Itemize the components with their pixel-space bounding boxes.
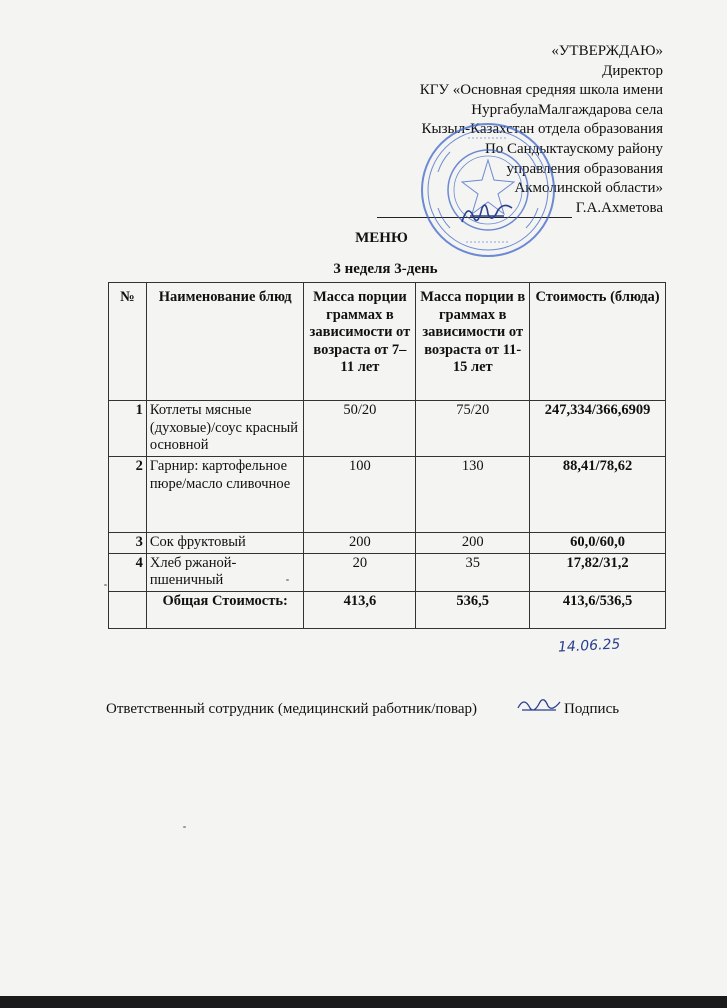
- total-mass-7-11: 413,6: [304, 591, 416, 628]
- table-row: [109, 533, 666, 554]
- dish-name: Котлеты мясные (духовые)/соус красный основной: [146, 401, 304, 457]
- staff-signature-icon: [514, 692, 564, 718]
- mass-7-11: 20: [304, 553, 416, 591]
- scan-edge: [0, 996, 727, 1008]
- total-label: Общая Стоимость:: [146, 591, 304, 628]
- mass-7-11: 100: [304, 457, 416, 533]
- director-signature-icon: [458, 196, 518, 230]
- dish-name: Сок фруктовый: [146, 533, 304, 554]
- signature-label: Подпись: [564, 701, 620, 717]
- approval-line: НургабулаМалгаждарова села: [471, 101, 663, 118]
- approval-line: Директор: [602, 62, 663, 79]
- dish-cost: 247,334/366,6909: [530, 401, 666, 457]
- document-subtitle: 3 неделя 3-день: [333, 261, 438, 277]
- mass-7-11: 50/20: [304, 401, 416, 457]
- handwritten-date: 14.06.25: [557, 636, 621, 656]
- dish-cost: 88,41/78,62: [530, 457, 666, 533]
- approval-line: По Сандыктаускому району: [484, 140, 663, 157]
- header-cost: Стоимость (блюда): [530, 283, 666, 401]
- scan-speck: [286, 579, 289, 581]
- responsible-label: Ответственный сотрудник (медицинский работник/повар): [106, 701, 477, 717]
- header-mass-7-11: Масса порции граммах в зависимости от возраста от 7–11 лет: [304, 283, 416, 401]
- table-total-row: [109, 591, 666, 628]
- footer: [106, 701, 666, 718]
- scan-speck: [183, 826, 186, 828]
- mass-11-15: 200: [416, 533, 530, 554]
- approval-heading: «УТВЕРЖДАЮ»: [551, 43, 663, 59]
- dish-name: Гарнир: картофельное пюре/масло сливочное: [146, 457, 304, 533]
- total-mass-11-15: 536,5: [416, 591, 530, 628]
- header-number: №: [109, 283, 147, 401]
- header-dish-name: Наименование блюд: [146, 283, 304, 401]
- row-number: 2: [109, 457, 147, 533]
- signer-name: Г.А.Ахметова: [575, 199, 663, 216]
- approval-line: управления образования: [506, 160, 663, 177]
- table-row: [109, 553, 666, 591]
- mass-11-15: 130: [416, 457, 530, 533]
- approval-line: Кызыл-Казахстан отдела образования: [421, 121, 663, 138]
- table-header-row: [109, 283, 666, 401]
- row-number: 1: [109, 401, 147, 457]
- approval-line: Акмолинской области»: [514, 180, 663, 197]
- table-row: [109, 401, 666, 457]
- mass-7-11: 200: [304, 533, 416, 554]
- approval-line: КГУ «Основная средняя школа имени: [419, 82, 663, 99]
- menu-table: [108, 282, 666, 629]
- total-empty-cell: [109, 591, 147, 628]
- dish-cost: 17,82/31,2: [530, 553, 666, 591]
- mass-11-15: 35: [416, 553, 530, 591]
- table-row: [109, 457, 666, 533]
- row-number: 3: [109, 533, 147, 554]
- dish-cost: 60,0/60,0: [530, 533, 666, 554]
- dish-name: Хлеб ржаной-пшеничный: [146, 553, 304, 591]
- header-mass-11-15: Масса порции в граммах в зависимости от возраста от 11-15 лет: [416, 283, 530, 401]
- row-number: 4: [109, 553, 147, 591]
- scan-speck: [104, 584, 107, 586]
- mass-11-15: 75/20: [416, 401, 530, 457]
- total-cost: 413,6/536,5: [530, 591, 666, 628]
- document-title: МЕНЮ: [355, 230, 408, 246]
